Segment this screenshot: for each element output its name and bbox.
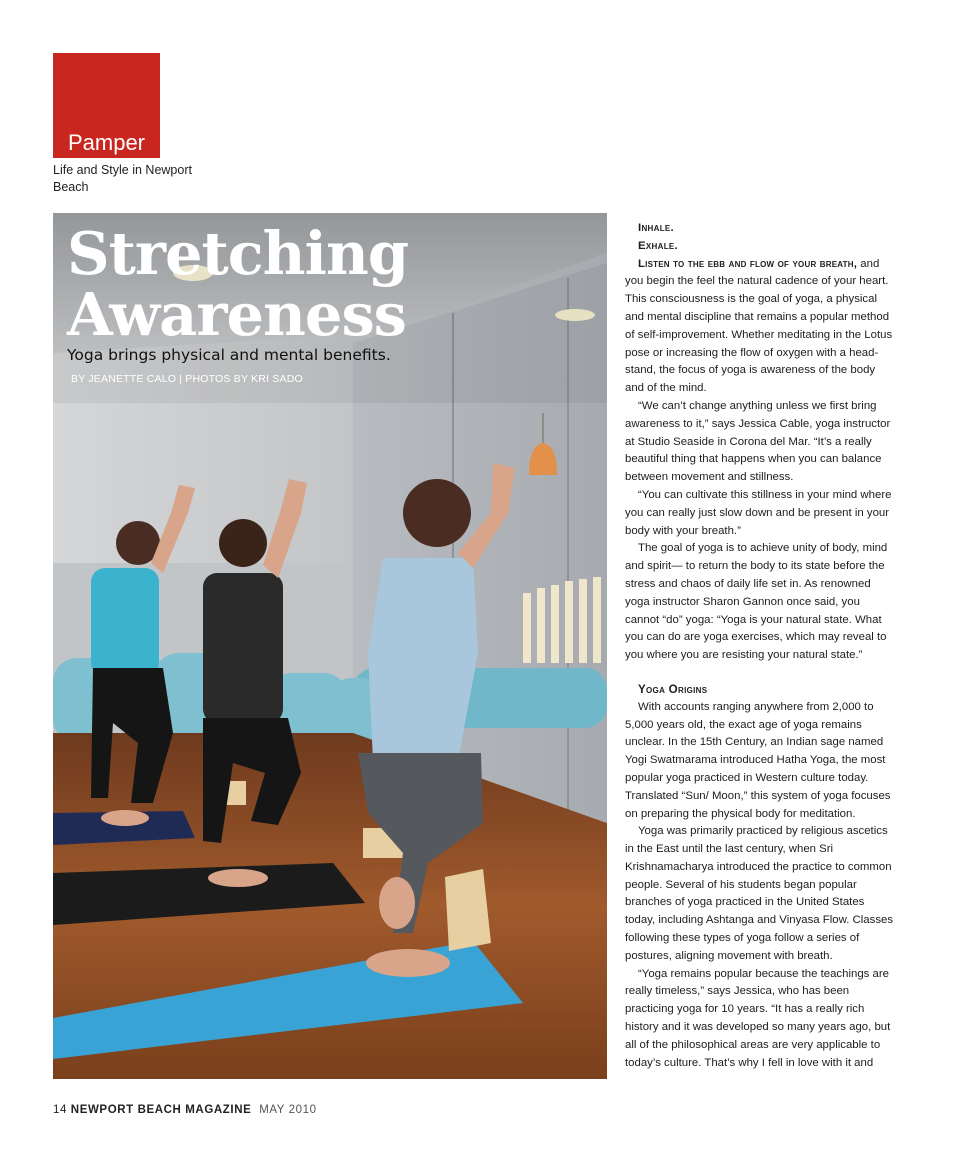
article-headline: [67, 219, 409, 349]
article-body: [625, 220, 897, 1072]
headline-line-2: Awareness: [67, 280, 406, 349]
page-footer: [53, 1104, 317, 1116]
kicker-exhale: Exhale.: [638, 239, 678, 252]
paragraph-3: “You can cultivate this stillness in your mind where you can really just slow down and be present in your body with your breath.”: [625, 488, 892, 537]
headline-line-1: Stretching: [67, 219, 409, 288]
paragraph-4: The goal of yoga is to achieve unity of body, mind and spirit— to return the body to its state before the stress and chaos of daily life set in. As renowned yoga instructor Sharon Gannon once said, you cannot “do” yoga: “Yoga is your natural state. What you can do are yoga exercises, which may reveal to you where you are resisting your natural state.”: [625, 542, 888, 662]
section-tag: [53, 53, 160, 158]
section-subtitle: Life and Style in Newport Beach: [53, 163, 192, 194]
paragraph-6: Yoga was primarily practiced by religious ascetics in the East until the last century, when Sri Krishnamacharya introduced the practice to common people. Several of his students began popular branches of yoga practiced in the United States today, including Ashtanga and Vinyasa Flow. Classes following these types of yoga follow a series of postures, aligning movement with breath.: [625, 825, 894, 962]
issue-date: MAY 2010: [259, 1104, 317, 1116]
article-byline: BY JEANETTE CALO | PHOTOS BY KRI SADO: [71, 373, 303, 385]
paragraph-1: [625, 256, 897, 398]
paragraph-7: “Yoga remains popular because the teachings are really timeless,” says Jessica, who has been practicing yoga for 10 years. “It has a really rich history and it was developed so many years ago, but all of the philosophical areas are very applicable to today’s culture. That’s why I fell in love with it and: [625, 967, 891, 1069]
kicker-inhale: Inhale.: [638, 222, 674, 234]
yoga-class-photo: [53, 213, 607, 1079]
paragraph-1-text: and you begin the feel the natural cadence of your heart. This consciousness is the goal of yoga, a physical and mental discipline that remains a popular method of self-improvement. Whether meditating in the Lotus pose or increasing the flow of oxygen with a head-stand, the focus of yoga is awareness of the body and of the mind.: [625, 257, 893, 395]
section-label: Pamper: [67, 130, 146, 155]
paragraph-2: “We can’t change anything unless we first bring awareness to it,” says Jessica Cable, yoga instructor at Studio Seaside in Corona del Mar. “It’s a really beautiful thing that happens when you can balance between movement and stillness.: [625, 399, 891, 484]
page-number: 14: [53, 1104, 67, 1116]
subhead-yoga-origins: Yoga Origins: [638, 682, 708, 696]
article-deck: Yoga brings physical and mental benefits.: [67, 346, 391, 364]
paragraph-5: With accounts ranging anywhere from 2,000 to 5,000 years old, the exact age of yoga remains unclear. In the 15th Century, an Indian sage named Yogi Swatmarama introduced Hatha Yoga, the most popular yoga practiced in Western culture today. Translated “Sun/ Moon,” this system of yoga focuses on preparing the physical body for meditation.: [625, 700, 891, 820]
magazine-name: NEWPORT BEACH MAGAZINE: [70, 1104, 252, 1116]
lead-in: Listen to the ebb and flow of your breath,: [638, 257, 858, 270]
